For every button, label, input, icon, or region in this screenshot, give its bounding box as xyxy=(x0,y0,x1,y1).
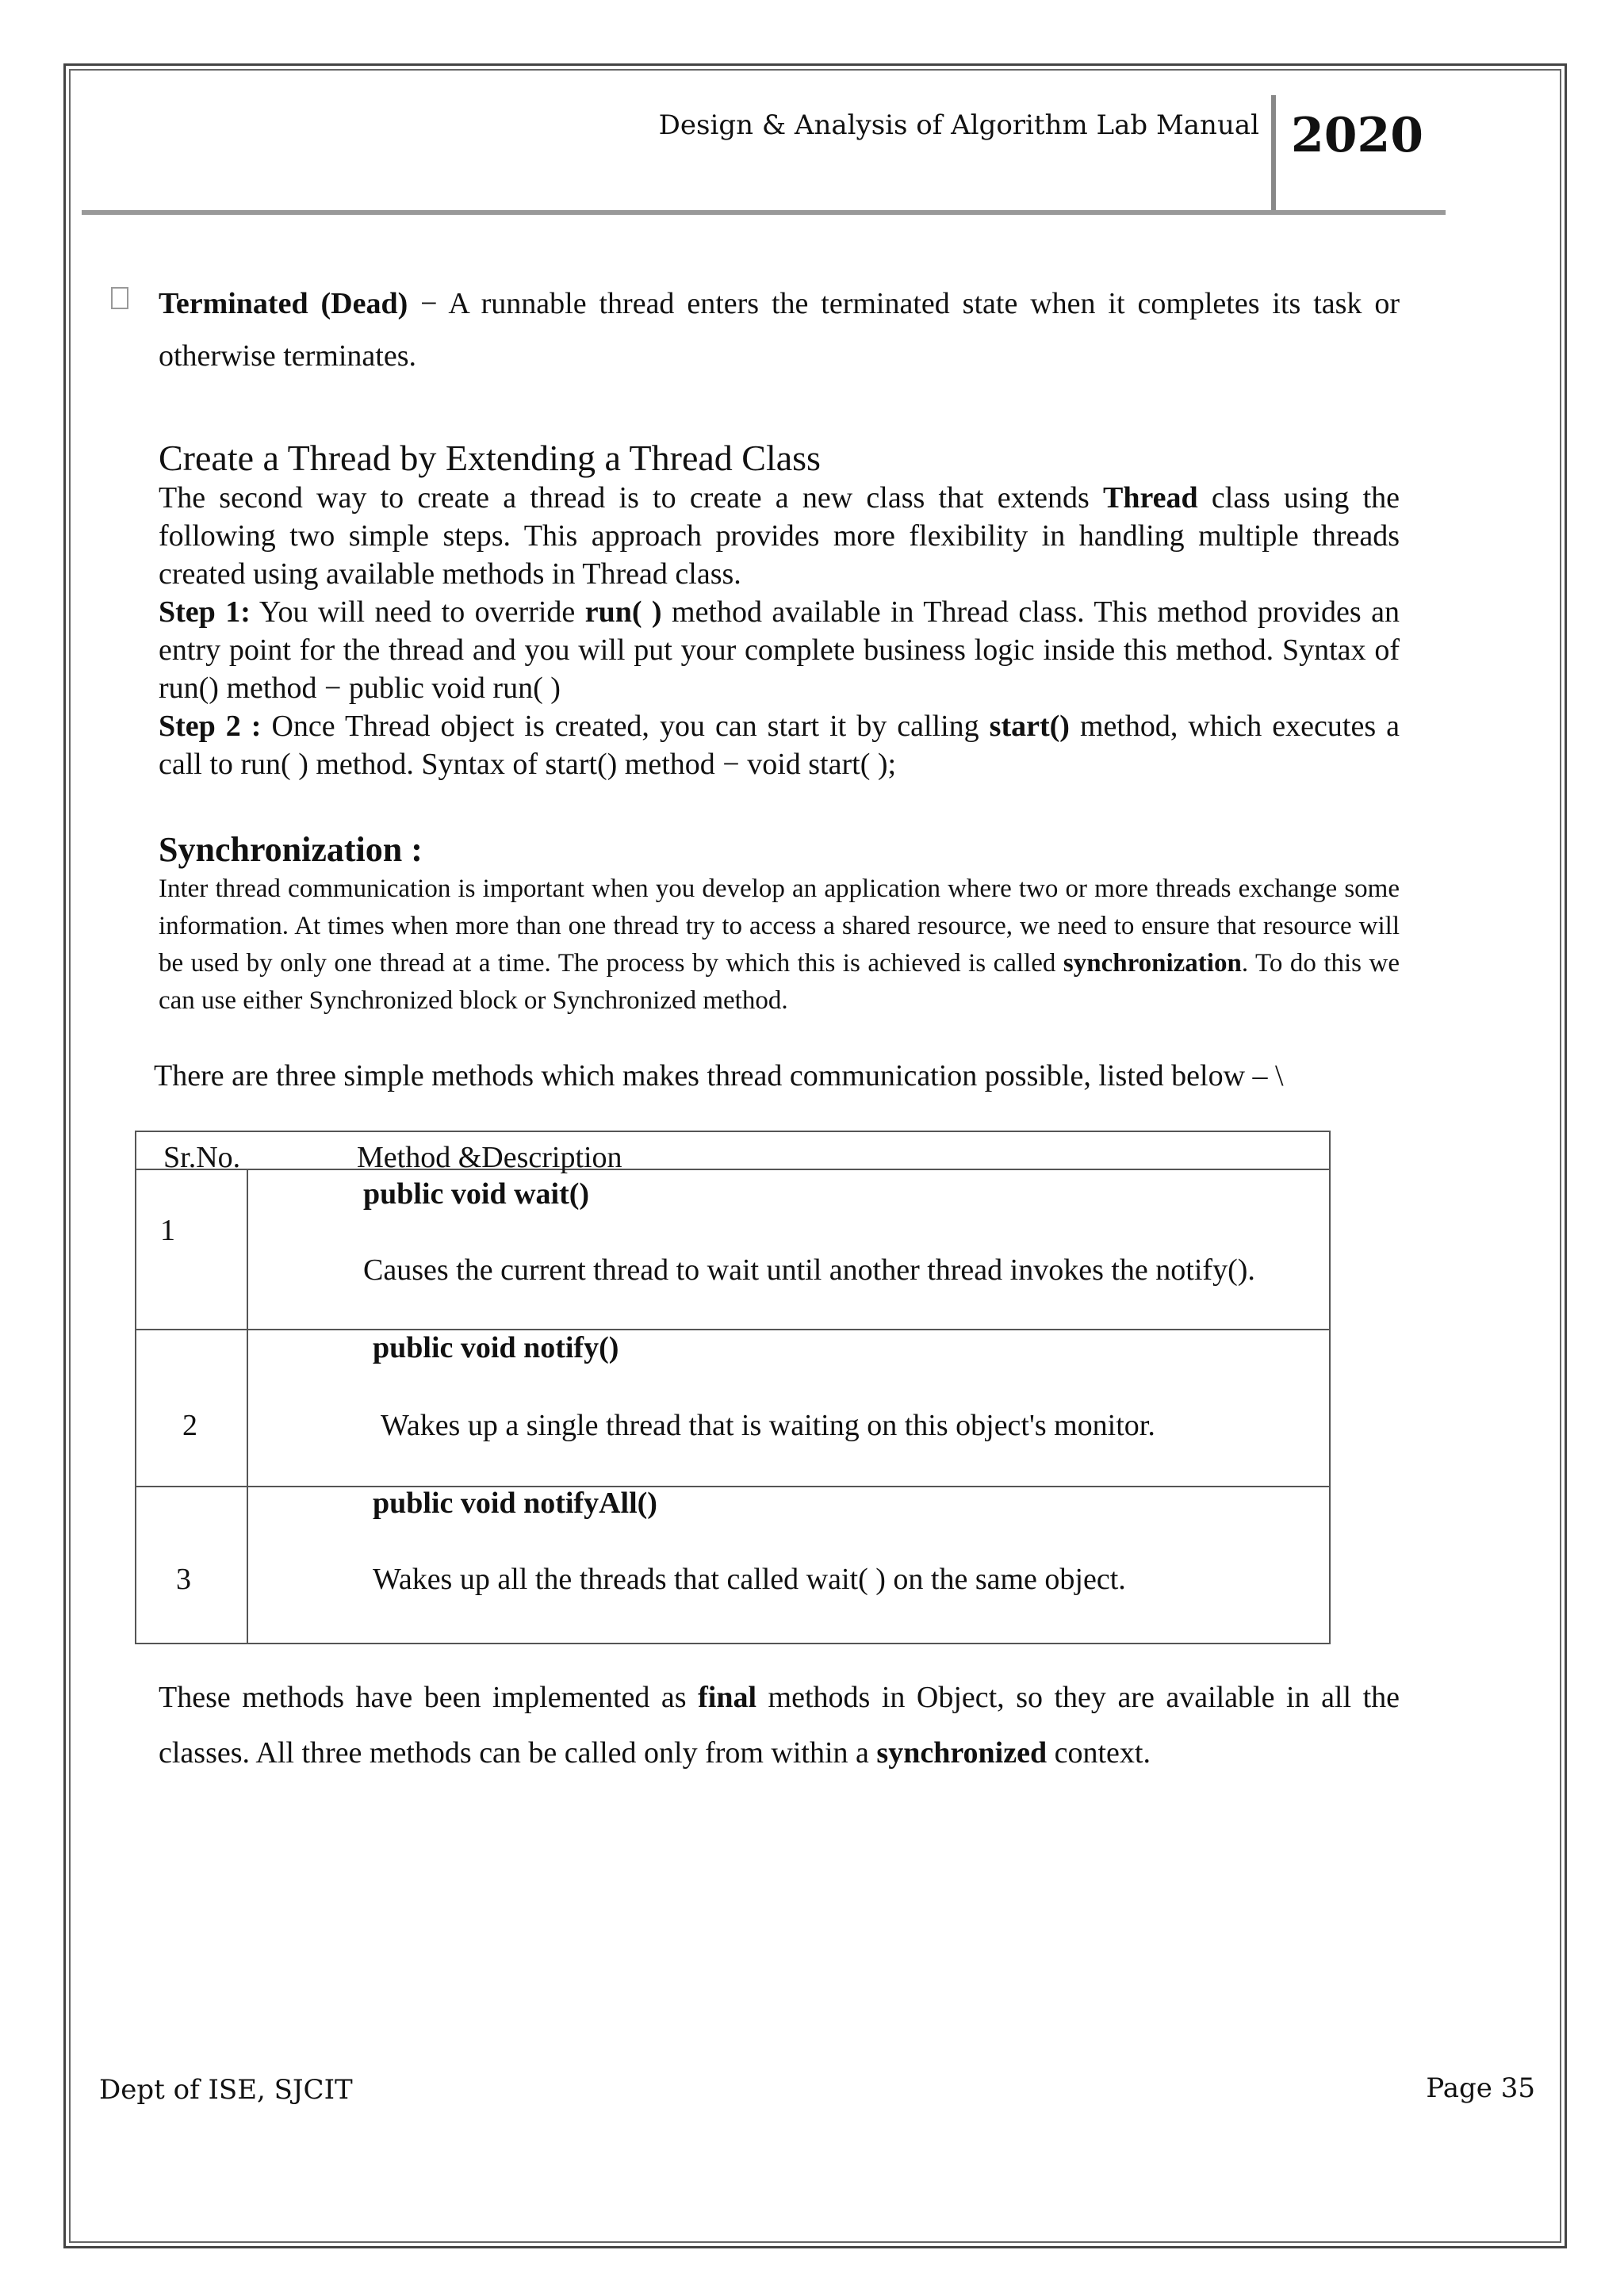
create-p1-after: class using the following two simple steps. This approach provides more flexibility in handling multiple threads created using available methods in Thread class. xyxy=(159,481,1400,591)
step1-after: method available in Thread class. This method provides an entry point for the thread and you will put your complete business logic inside this method. Syntax of run() method − public void run( ) xyxy=(159,595,1400,705)
terminated-text: − A runnable thread enters the terminated state when it completes its task or otherwise terminates. xyxy=(159,287,1400,373)
synchronization-paragraph xyxy=(159,871,1400,1020)
step2-after: method, which executes a call to run( ) method. Syntax of start() method − void start( ); xyxy=(159,710,1400,781)
table-cell-number: 3 xyxy=(176,1563,191,1596)
terminated-label: Terminated (Dead) xyxy=(159,287,408,320)
sync-text: Inter thread communication is important when you develop an application where two or more threads exchange some information. At times when more than one thread try to access a shared resource, we need to ensure that resource will be used by only one thread at a time. The process by which this is achieved is called xyxy=(159,874,1400,978)
bullet-icon xyxy=(111,287,128,309)
step1-label: Step 1: xyxy=(159,595,251,629)
table-column-divider xyxy=(247,1170,248,1644)
step1-bold: run( ) xyxy=(584,595,662,629)
final-bold: final xyxy=(698,1681,757,1714)
table-cell-description: Wakes up all the threads that called wait( ) on the same object. xyxy=(373,1563,1126,1596)
synchronization-heading: Synchronization : xyxy=(159,830,423,869)
create-p1-text: The second way to create a thread is to create a new class that extends xyxy=(159,481,1104,515)
table-header-rule xyxy=(136,1169,1329,1170)
header-year: 2020 xyxy=(1291,108,1423,163)
sync-after: . To do this we can use either Synchronized block or Synchronized method. xyxy=(159,949,1400,1015)
step2-bold: start() xyxy=(989,710,1070,743)
table-header-method: Method &Description xyxy=(357,1141,622,1174)
table-row-rule xyxy=(136,1329,247,1330)
create-p1-bold: Thread xyxy=(1103,481,1198,515)
final-middle: methods in Object, so they are available in all the classes. All three methods can be called only from within a xyxy=(159,1681,1400,1770)
final-after: context. xyxy=(1047,1736,1151,1770)
table-cell-method: public void wait() xyxy=(363,1177,590,1211)
step2-text: Once Thread object is created, you can start it by calling xyxy=(261,710,990,743)
final-text: These methods have been implemented as xyxy=(159,1681,699,1714)
header-title: Design & Analysis of Algorithm Lab Manual xyxy=(658,109,1259,141)
footer-department: Dept of ISE, SJCIT xyxy=(99,2074,353,2106)
sync-bold: synchronization xyxy=(1063,949,1242,978)
step1-text: You will need to override xyxy=(250,595,585,629)
table-cell-method: public void notify() xyxy=(373,1331,619,1364)
create-thread-heading: Create a Thread by Extending a Thread Class xyxy=(159,438,821,478)
table-header-srno: Sr.No. xyxy=(163,1141,241,1174)
footer-page-number: Page 35 xyxy=(1426,2072,1535,2104)
table-cell-description: Causes the current thread to wait until another thread invokes the notify(). xyxy=(363,1253,1255,1287)
synchronized-bold: synchronized xyxy=(876,1736,1048,1770)
header-rule xyxy=(82,210,1446,215)
methods-table xyxy=(135,1131,1331,1644)
create-thread-paragraph xyxy=(159,479,1400,783)
step2-label: Step 2 : xyxy=(159,710,262,743)
table-cell-description: Wakes up a single thread that is waiting on this object's monitor. xyxy=(381,1409,1155,1442)
table-row-rule xyxy=(136,1486,1329,1487)
table-cell-number: 1 xyxy=(160,1214,175,1247)
terminated-paragraph xyxy=(159,277,1400,382)
table-cell-method: public void notifyAll() xyxy=(373,1487,657,1520)
final-note-paragraph xyxy=(159,1670,1400,1781)
table-cell-number: 2 xyxy=(182,1409,197,1442)
three-methods-intro: There are three simple methods which makes thread communication possible, listed below – \ xyxy=(154,1059,1284,1093)
header-divider xyxy=(1271,95,1276,212)
